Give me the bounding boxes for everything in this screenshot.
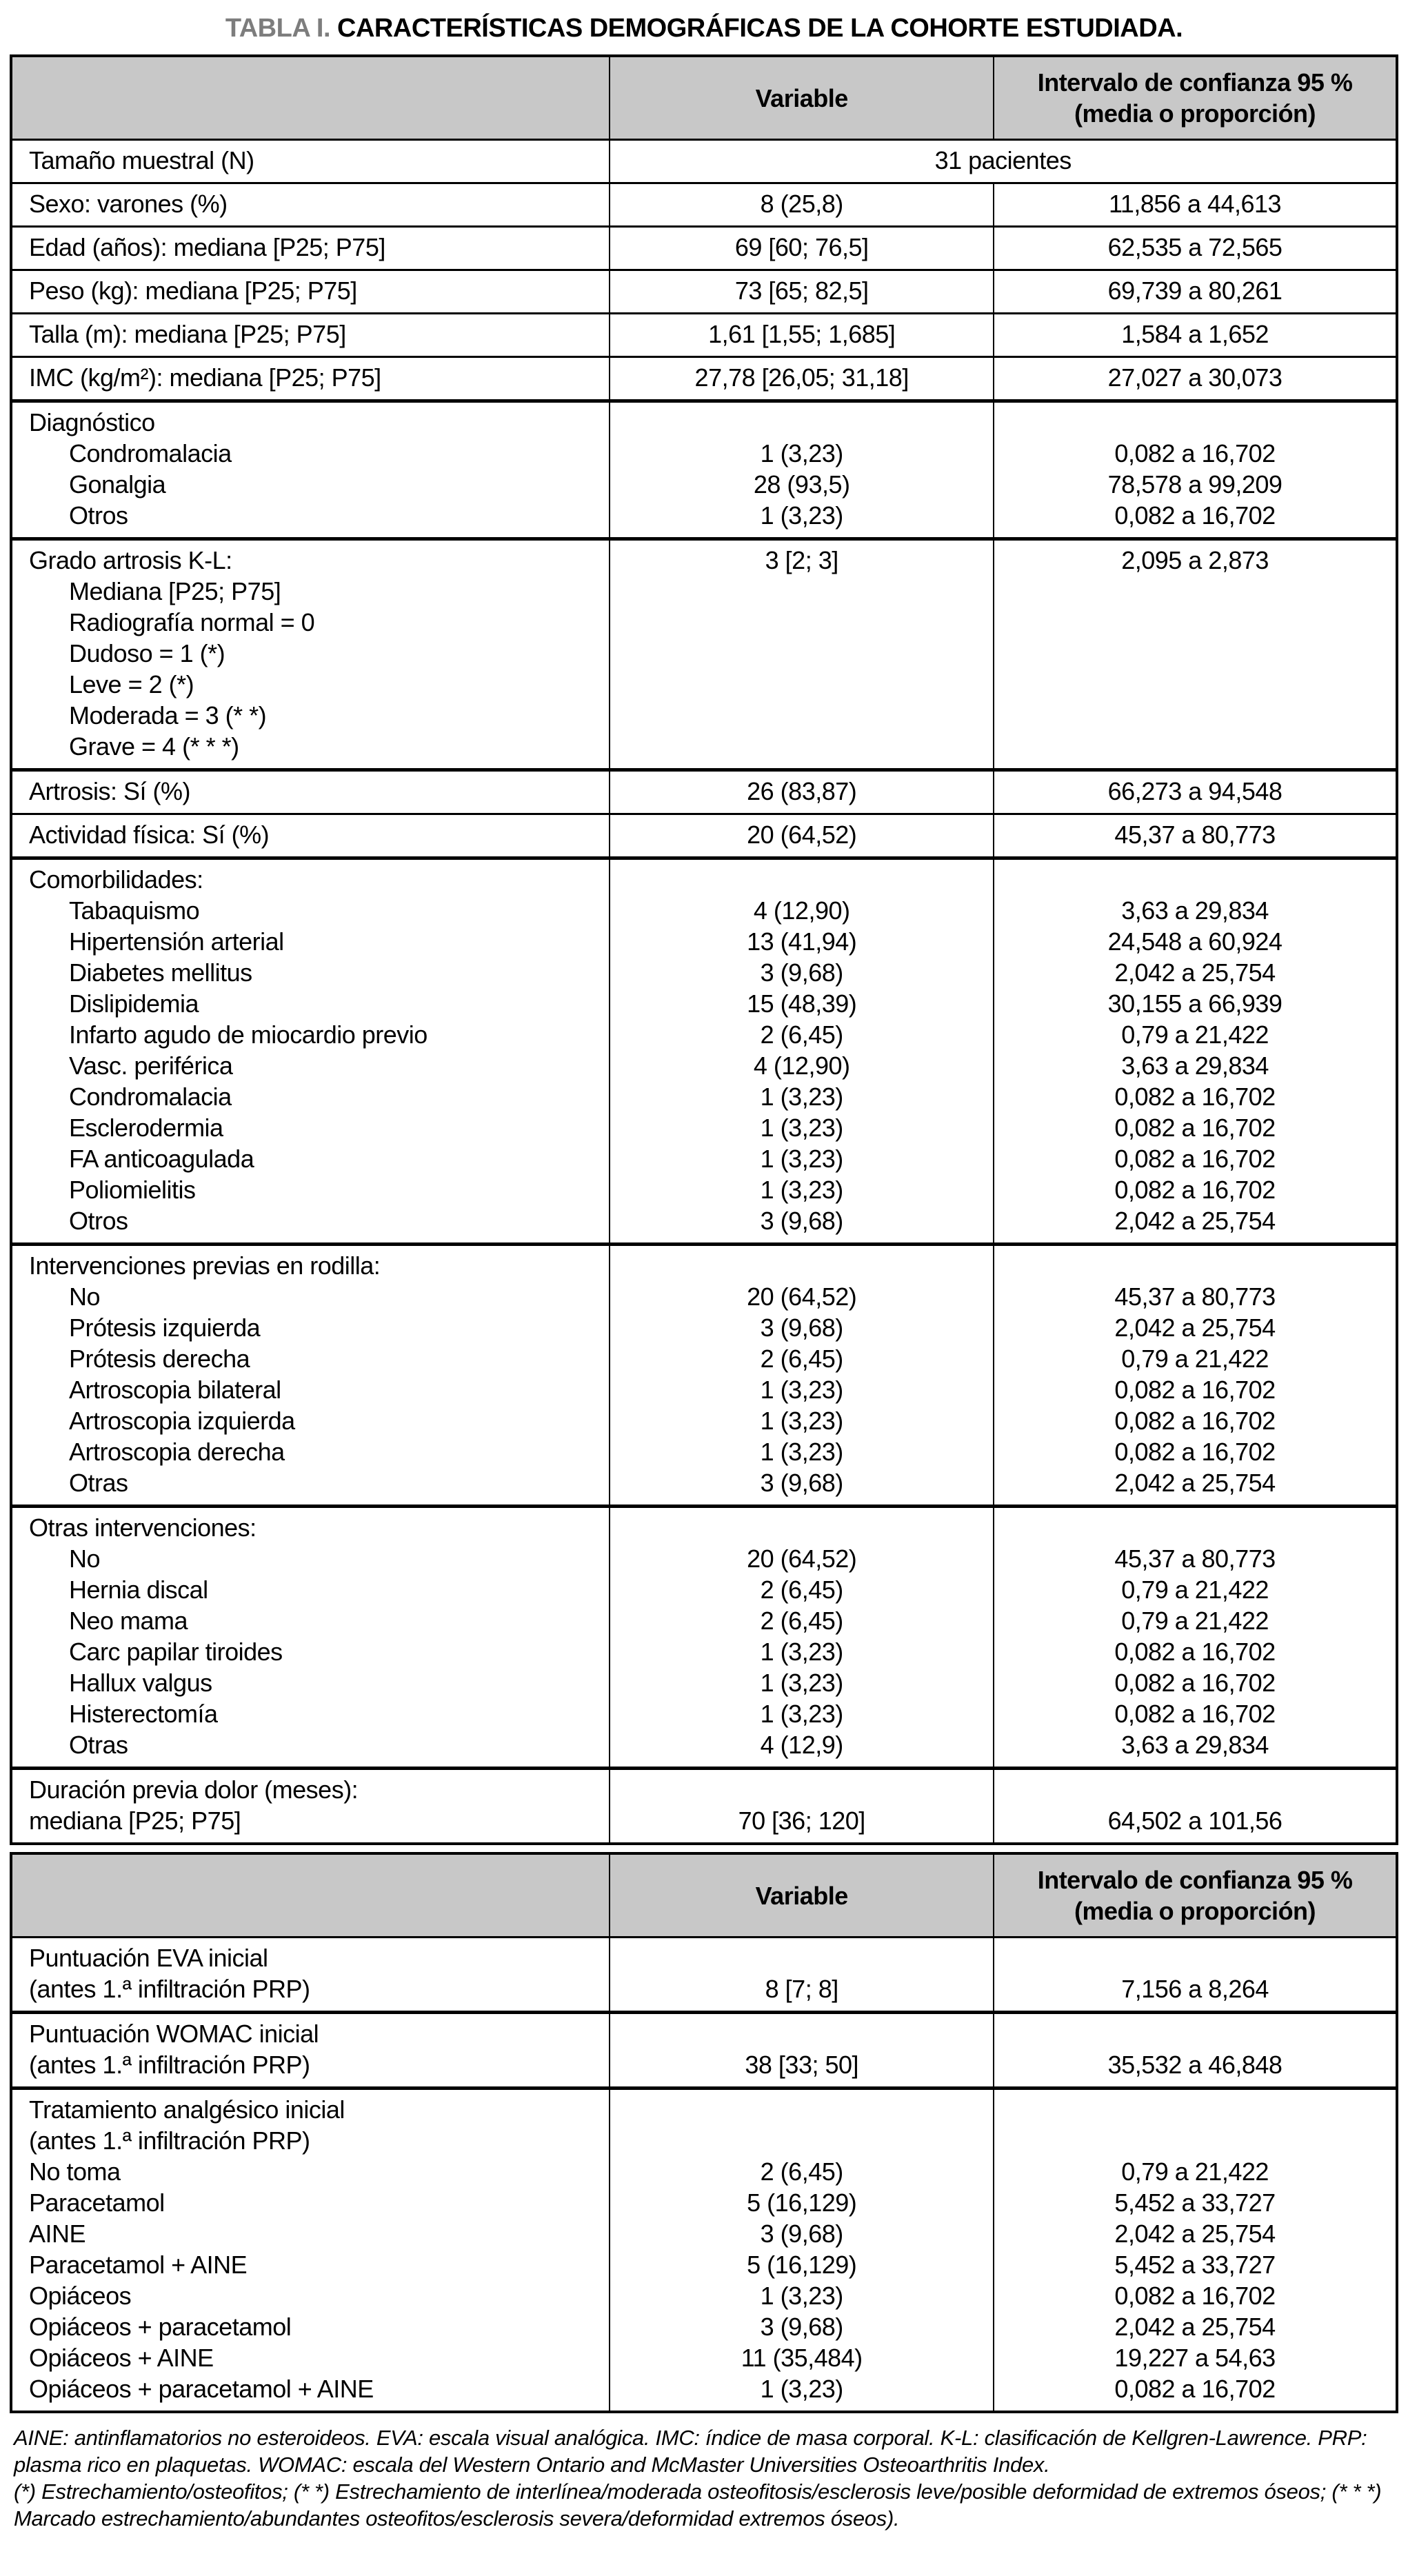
row-value: 2 (6,45) <box>760 2157 843 2186</box>
row-value: 3 (9,68) <box>760 1313 843 1342</box>
row-value <box>610 1774 993 1805</box>
row-ci: 35,532 a 46,848 <box>1107 2050 1283 2079</box>
value-cell <box>610 2013 994 2089</box>
ci-cell <box>994 539 1397 770</box>
row-label: Actividad física: Sí (%) <box>29 820 270 849</box>
column-header-variable <box>610 1853 994 1938</box>
table-row <box>11 1245 1397 1507</box>
row-value: 1,61 [1,55; 1,685] <box>708 319 896 348</box>
row-label: Neo mama <box>69 1606 188 1635</box>
row-value: 69 [60; 76,5] <box>734 232 869 261</box>
row-label: Paracetamol <box>29 2188 165 2217</box>
row-label: Otros <box>69 1206 128 1235</box>
ci-cell <box>994 270 1397 314</box>
row-ci <box>994 607 1396 638</box>
row-label: Sexo: varones (%) <box>29 189 228 218</box>
row-label: (antes 1.ª infiltración PRP) <box>29 1974 310 2003</box>
row-ci: 0,79 a 21,422 <box>1121 1344 1269 1373</box>
row-value: 8 [7; 8] <box>765 1974 838 2003</box>
row-value: 20 (64,52) <box>747 1282 857 1311</box>
row-ci: 0,082 a 16,702 <box>1114 1144 1276 1173</box>
table-1-body <box>11 140 1397 1844</box>
table-title-text: CARACTERÍSTICAS DEMOGRÁFICAS DE LA COHORTE ESTUDIADA. <box>337 14 1183 43</box>
ci-cell <box>994 314 1397 357</box>
row-ci <box>994 2094 1396 2125</box>
row-ci: 30,155 a 66,939 <box>1107 989 1283 1018</box>
row-value: 1 (3,23) <box>760 439 843 467</box>
row-value: 1 (3,23) <box>760 1082 843 1111</box>
ci-cell <box>994 858 1397 1245</box>
value-cell <box>610 357 994 401</box>
row-ci: 64,502 a 101,56 <box>1107 1806 1283 1835</box>
label-cell <box>11 2013 610 2089</box>
table-row <box>11 539 1397 770</box>
row-ci: 0,082 a 16,702 <box>1114 1406 1276 1435</box>
row-value <box>610 2125 993 2156</box>
row-label: Vasc. periférica <box>69 1051 233 1080</box>
row-label: Otras <box>69 1468 128 1497</box>
row-ci: 11,856 a 44,613 <box>1109 189 1282 218</box>
row-ci: 0,082 a 16,702 <box>1114 1437 1276 1466</box>
span-value-cell <box>610 140 1397 183</box>
row-value: 2 (6,45) <box>760 1575 843 1604</box>
row-label: IMC (kg/m²): mediana [P25; P75] <box>29 363 381 392</box>
row-value <box>610 607 993 638</box>
table-row <box>11 314 1397 357</box>
row-label: Carc papilar tiroides <box>69 1637 283 1666</box>
row-label: Artroscopia bilateral <box>69 1375 281 1404</box>
column-header-ci-line1: Intervalo de confianza 95 % <box>1037 1866 1353 1894</box>
row-value: 8 (25,8) <box>760 189 843 218</box>
row-ci <box>994 1512 1396 1543</box>
row-value <box>610 1942 993 1973</box>
row-label: Edad (años): mediana [P25; P75] <box>29 232 385 261</box>
row-value: 3 (9,68) <box>760 1468 843 1497</box>
row-label: Otras <box>69 1730 128 1759</box>
row-label: No <box>69 1544 101 1573</box>
row-label: Paracetamol + AINE <box>29 2250 248 2279</box>
label-cell <box>11 357 610 401</box>
row-value: 1 (3,23) <box>760 501 843 530</box>
row-label: Artroscopia derecha <box>69 1437 285 1466</box>
row-value: 5 (16,129) <box>747 2250 857 2279</box>
row-label: Opiáceos + AINE <box>29 2343 214 2372</box>
label-cell <box>11 227 610 270</box>
column-header-ci <box>994 1853 1397 1938</box>
row-ci <box>994 1942 1396 1973</box>
row-ci: 2,042 a 25,754 <box>1114 2219 1276 2248</box>
value-cell <box>610 858 994 1245</box>
column-header-variable-label: Variable <box>755 83 848 112</box>
footnote-asterisks: (*) Estrechamiento/osteofitos; (* *) Estrechamiento de interlínea/moderada osteofitosis/esclerosis leve/posible deformidad de extremos óseos; (* * *) Marcado estrechamiento/abundantes osteofitos/esclerosis severa/deformidad extremos óseos). <box>14 2479 1382 2530</box>
row-label: Diagnóstico <box>29 407 155 436</box>
row-ci: 0,082 a 16,702 <box>1114 1699 1276 1728</box>
label-cell <box>11 270 610 314</box>
row-value: 3 [2; 3] <box>765 545 838 574</box>
table-row <box>11 270 1397 314</box>
value-cell <box>610 183 994 227</box>
row-ci <box>994 638 1396 669</box>
row-label: Condromalacia <box>69 439 232 467</box>
ci-cell <box>994 2089 1397 2413</box>
row-label: Hallux valgus <box>69 1668 212 1697</box>
row-value: 70 [36; 120] <box>738 1806 865 1835</box>
label-cell <box>11 539 610 770</box>
row-ci: 7,156 a 8,264 <box>1121 1974 1269 2003</box>
table-row <box>11 140 1397 183</box>
row-value: 15 (48,39) <box>747 989 857 1018</box>
label-cell <box>11 858 610 1245</box>
row-label: Dudoso = 1 (*) <box>69 638 225 667</box>
table-row <box>11 1769 1397 1844</box>
row-ci <box>994 700 1396 731</box>
row-ci: 0,082 a 16,702 <box>1114 2374 1276 2403</box>
row-value: 13 (41,94) <box>747 927 857 956</box>
label-cell <box>11 1507 610 1769</box>
footnote-abbreviations: AINE: antinflamatorios no esteroideos. EVA: escala visual analógica. IMC: índice de masa corporal. K-L: clasificación de Kellgren-Lawrence. PRP: plasma rico en plaquetas. WOMAC: escala del Western Ontario and McMaster Universities Osteoarthritis Index. <box>14 2426 1367 2477</box>
row-value: 27,78 [26,05; 31,18] <box>694 363 909 392</box>
value-cell <box>610 401 994 539</box>
row-label: Opiáceos <box>29 2281 132 2310</box>
row-label: No <box>69 1282 101 1311</box>
row-label: Radiografía normal = 0 <box>69 607 315 636</box>
row-value: 1 (3,23) <box>760 1406 843 1435</box>
ci-cell <box>994 1507 1397 1769</box>
row-label: Artrosis: Sí (%) <box>29 776 191 805</box>
ci-cell <box>994 357 1397 401</box>
table-row <box>11 401 1397 539</box>
value-cell <box>610 1507 994 1769</box>
table-row <box>11 1938 1397 2013</box>
value-cell <box>610 770 994 814</box>
table-row <box>11 2013 1397 2089</box>
value-cell <box>610 539 994 770</box>
row-value: 2 (6,45) <box>760 1020 843 1049</box>
row-label: Peso (kg): mediana [P25; P75] <box>29 276 357 305</box>
row-value <box>610 638 993 669</box>
row-value <box>610 700 993 731</box>
row-ci: 2,042 a 25,754 <box>1114 1313 1276 1342</box>
value-cell <box>610 227 994 270</box>
row-ci: 2,042 a 25,754 <box>1114 1468 1276 1497</box>
table-1-header <box>11 56 1397 140</box>
ci-cell <box>994 1245 1397 1507</box>
row-label: Infarto agudo de miocardio previo <box>69 1020 428 1049</box>
row-ci <box>994 407 1396 438</box>
row-ci: 5,452 a 33,727 <box>1114 2250 1276 2279</box>
row-label: Tamaño muestral (N) <box>29 145 254 174</box>
row-ci: 24,548 a 60,924 <box>1107 927 1283 956</box>
row-label: Puntuación EVA inicial <box>29 1943 268 1972</box>
value-cell <box>610 1938 994 2013</box>
row-label: Puntuación WOMAC inicial <box>29 2019 319 2048</box>
row-label: Esclerodermia <box>69 1113 223 1142</box>
header-empty-cell <box>11 1853 610 1938</box>
ci-cell <box>994 770 1397 814</box>
row-label: Diabetes mellitus <box>69 958 252 987</box>
ci-cell <box>994 2013 1397 2089</box>
row-label: Artroscopia izquierda <box>69 1406 295 1435</box>
table-2-body <box>11 1938 1397 2413</box>
row-value: 1 (3,23) <box>760 2281 843 2310</box>
label-cell <box>11 401 610 539</box>
row-value <box>610 2094 993 2125</box>
row-label: Opiáceos + paracetamol <box>29 2312 292 2341</box>
column-header-ci-line2: (media o proporción) <box>1074 99 1316 128</box>
row-value: 2 (6,45) <box>760 1344 843 1373</box>
row-ci: 0,082 a 16,702 <box>1114 1113 1276 1142</box>
row-value: 4 (12,90) <box>753 1051 850 1080</box>
row-label: Talla (m): mediana [P25; P75] <box>29 319 346 348</box>
row-label: Otros <box>69 501 128 530</box>
row-ci <box>994 2018 1396 2049</box>
row-label: (antes 1.ª infiltración PRP) <box>29 2050 310 2079</box>
row-label: Tratamiento analgésico inicial <box>29 2095 345 2124</box>
row-ci: 0,79 a 21,422 <box>1121 2157 1269 2186</box>
row-value: 1 (3,23) <box>760 2374 843 2403</box>
table-row <box>11 183 1397 227</box>
row-value: 73 [65; 82,5] <box>734 276 869 305</box>
table-row <box>11 1507 1397 1769</box>
column-header-ci-line1: Intervalo de confianza 95 % <box>1037 68 1353 97</box>
row-ci: 3,63 a 29,834 <box>1121 896 1269 925</box>
row-value: 1 (3,23) <box>760 1668 843 1697</box>
row-ci: 0,082 a 16,702 <box>1114 2281 1276 2310</box>
row-ci: 0,082 a 16,702 <box>1114 1637 1276 1666</box>
row-label: Moderada = 3 (* *) <box>69 701 267 729</box>
row-label: Hipertensión arterial <box>69 927 284 956</box>
ci-cell <box>994 814 1397 858</box>
value-cell <box>610 2089 994 2413</box>
row-value: 3 (9,68) <box>760 1206 843 1235</box>
row-value: 2 (6,45) <box>760 1606 843 1635</box>
label-cell <box>11 140 610 183</box>
row-label: mediana [P25; P75] <box>29 1806 241 1835</box>
row-label: Opiáceos + paracetamol + AINE <box>29 2374 374 2403</box>
row-value: 1 (3,23) <box>760 1375 843 1404</box>
row-value: 20 (64,52) <box>747 820 857 849</box>
row-label: FA anticoagulada <box>69 1144 254 1173</box>
row-label: Prótesis izquierda <box>69 1313 261 1342</box>
row-label: Otras intervenciones: <box>29 1513 257 1542</box>
demographics-table-1 <box>10 54 1398 1845</box>
column-header-ci-line2: (media o proporción) <box>1074 1897 1316 1925</box>
table-row <box>11 2089 1397 2413</box>
row-label: AINE <box>29 2219 86 2248</box>
row-value <box>610 407 993 438</box>
row-label: Dislipidemia <box>69 989 199 1018</box>
row-value: 11 (35,484) <box>741 2343 863 2372</box>
row-value <box>610 864 993 895</box>
row-value: 1 (3,23) <box>760 1144 843 1173</box>
row-ci: 0,082 a 16,702 <box>1114 439 1276 467</box>
value-cell <box>610 814 994 858</box>
table-row <box>11 858 1397 1245</box>
row-label: Grave = 4 (* * *) <box>69 732 239 761</box>
row-value: 1 (3,23) <box>760 1175 843 1204</box>
column-header-variable <box>610 56 994 140</box>
row-label: Duración previa dolor (meses): <box>29 1775 359 1804</box>
row-label: Poliomielitis <box>69 1175 196 1204</box>
row-ci <box>994 1774 1396 1805</box>
row-value: 3 (9,68) <box>760 958 843 987</box>
row-ci: 2,042 a 25,754 <box>1114 958 1276 987</box>
label-cell <box>11 1938 610 2013</box>
value-cell <box>610 1245 994 1507</box>
row-ci: 0,082 a 16,702 <box>1114 501 1276 530</box>
row-ci: 2,042 a 25,754 <box>1114 2312 1276 2341</box>
table-row <box>11 814 1397 858</box>
header-empty-cell <box>11 56 610 140</box>
row-ci: 2,042 a 25,754 <box>1114 1206 1276 1235</box>
row-value <box>610 731 993 762</box>
row-value <box>610 2018 993 2049</box>
row-ci <box>994 1250 1396 1281</box>
row-ci <box>994 2125 1396 2156</box>
row-ci <box>994 731 1396 762</box>
label-cell <box>11 814 610 858</box>
label-cell <box>11 2089 610 2413</box>
row-label: Grado artrosis K-L: <box>29 545 232 574</box>
row-ci: 0,79 a 21,422 <box>1121 1020 1269 1049</box>
row-value <box>610 1512 993 1543</box>
row-value: 26 (83,87) <box>747 776 857 805</box>
row-ci: 45,37 a 80,773 <box>1114 820 1276 849</box>
row-label: Condromalacia <box>69 1082 232 1111</box>
row-ci: 5,452 a 33,727 <box>1114 2188 1276 2217</box>
row-value <box>610 1250 993 1281</box>
column-header-ci <box>994 56 1397 140</box>
row-value: 31 pacientes <box>934 145 1072 174</box>
row-label: Prótesis derecha <box>69 1344 250 1373</box>
value-cell <box>610 1769 994 1844</box>
label-cell <box>11 183 610 227</box>
ci-cell <box>994 227 1397 270</box>
row-ci: 19,227 a 54,63 <box>1114 2343 1276 2372</box>
row-ci: 69,739 a 80,261 <box>1107 276 1283 305</box>
row-value: 20 (64,52) <box>747 1544 857 1573</box>
row-value <box>610 576 993 607</box>
table-row <box>11 770 1397 814</box>
row-value: 4 (12,90) <box>753 896 850 925</box>
row-value: 3 (9,68) <box>760 2312 843 2341</box>
row-label: Mediana [P25; P75] <box>69 576 281 605</box>
row-label: (antes 1.ª infiltración PRP) <box>29 2126 310 2155</box>
row-value: 1 (3,23) <box>760 1699 843 1728</box>
demographics-table-2 <box>10 1852 1398 2413</box>
row-value: 1 (3,23) <box>760 1637 843 1666</box>
row-label: Intervenciones previas en rodilla: <box>29 1251 381 1280</box>
row-ci: 2,095 a 2,873 <box>1121 545 1269 574</box>
row-label: No toma <box>29 2157 121 2186</box>
header-row <box>11 1853 1397 1938</box>
row-ci: 0,082 a 16,702 <box>1114 1175 1276 1204</box>
table-title <box>10 14 1398 43</box>
row-ci <box>994 864 1396 895</box>
row-label: Comorbilidades: <box>29 865 203 894</box>
row-ci: 62,535 a 72,565 <box>1107 232 1283 261</box>
row-ci <box>994 576 1396 607</box>
row-ci: 1,584 a 1,652 <box>1121 319 1269 348</box>
row-value: 38 [33; 50] <box>745 2050 859 2079</box>
row-ci: 66,273 a 94,548 <box>1107 776 1283 805</box>
row-label: Hernia discal <box>69 1575 208 1604</box>
table-row <box>11 227 1397 270</box>
table-footnotes <box>14 2424 1394 2532</box>
label-cell <box>11 1245 610 1507</box>
row-value: 1 (3,23) <box>760 1113 843 1142</box>
row-ci: 45,37 a 80,773 <box>1114 1282 1276 1311</box>
ci-cell <box>994 1938 1397 2013</box>
row-value: 1 (3,23) <box>760 1437 843 1466</box>
row-value <box>610 669 993 700</box>
row-ci: 3,63 a 29,834 <box>1121 1730 1269 1759</box>
ci-cell <box>994 1769 1397 1844</box>
row-ci: 45,37 a 80,773 <box>1114 1544 1276 1573</box>
table-2-header <box>11 1853 1397 1938</box>
row-ci: 27,027 a 30,073 <box>1107 363 1283 392</box>
value-cell <box>610 270 994 314</box>
label-cell <box>11 770 610 814</box>
row-label: Gonalgia <box>69 470 166 499</box>
table-row <box>11 357 1397 401</box>
label-cell <box>11 314 610 357</box>
row-ci: 3,63 a 29,834 <box>1121 1051 1269 1080</box>
row-ci: 0,79 a 21,422 <box>1121 1606 1269 1635</box>
row-label: Histerectomía <box>69 1699 218 1728</box>
row-ci: 0,082 a 16,702 <box>1114 1082 1276 1111</box>
row-ci: 78,578 a 99,209 <box>1107 470 1283 499</box>
row-value: 3 (9,68) <box>760 2219 843 2248</box>
row-ci: 0,79 a 21,422 <box>1121 1575 1269 1604</box>
table-title-label: TABLA I. <box>225 14 331 43</box>
ci-cell <box>994 401 1397 539</box>
header-row <box>11 56 1397 140</box>
row-ci <box>994 669 1396 700</box>
row-ci: 0,082 a 16,702 <box>1114 1668 1276 1697</box>
row-value: 4 (12,9) <box>760 1730 843 1759</box>
row-label: Leve = 2 (*) <box>69 670 194 698</box>
row-label: Tabaquismo <box>69 896 200 925</box>
row-value: 5 (16,129) <box>747 2188 857 2217</box>
row-value: 28 (93,5) <box>753 470 850 499</box>
value-cell <box>610 314 994 357</box>
column-header-variable-label: Variable <box>755 1881 848 1910</box>
row-ci: 0,082 a 16,702 <box>1114 1375 1276 1404</box>
ci-cell <box>994 183 1397 227</box>
label-cell <box>11 1769 610 1844</box>
